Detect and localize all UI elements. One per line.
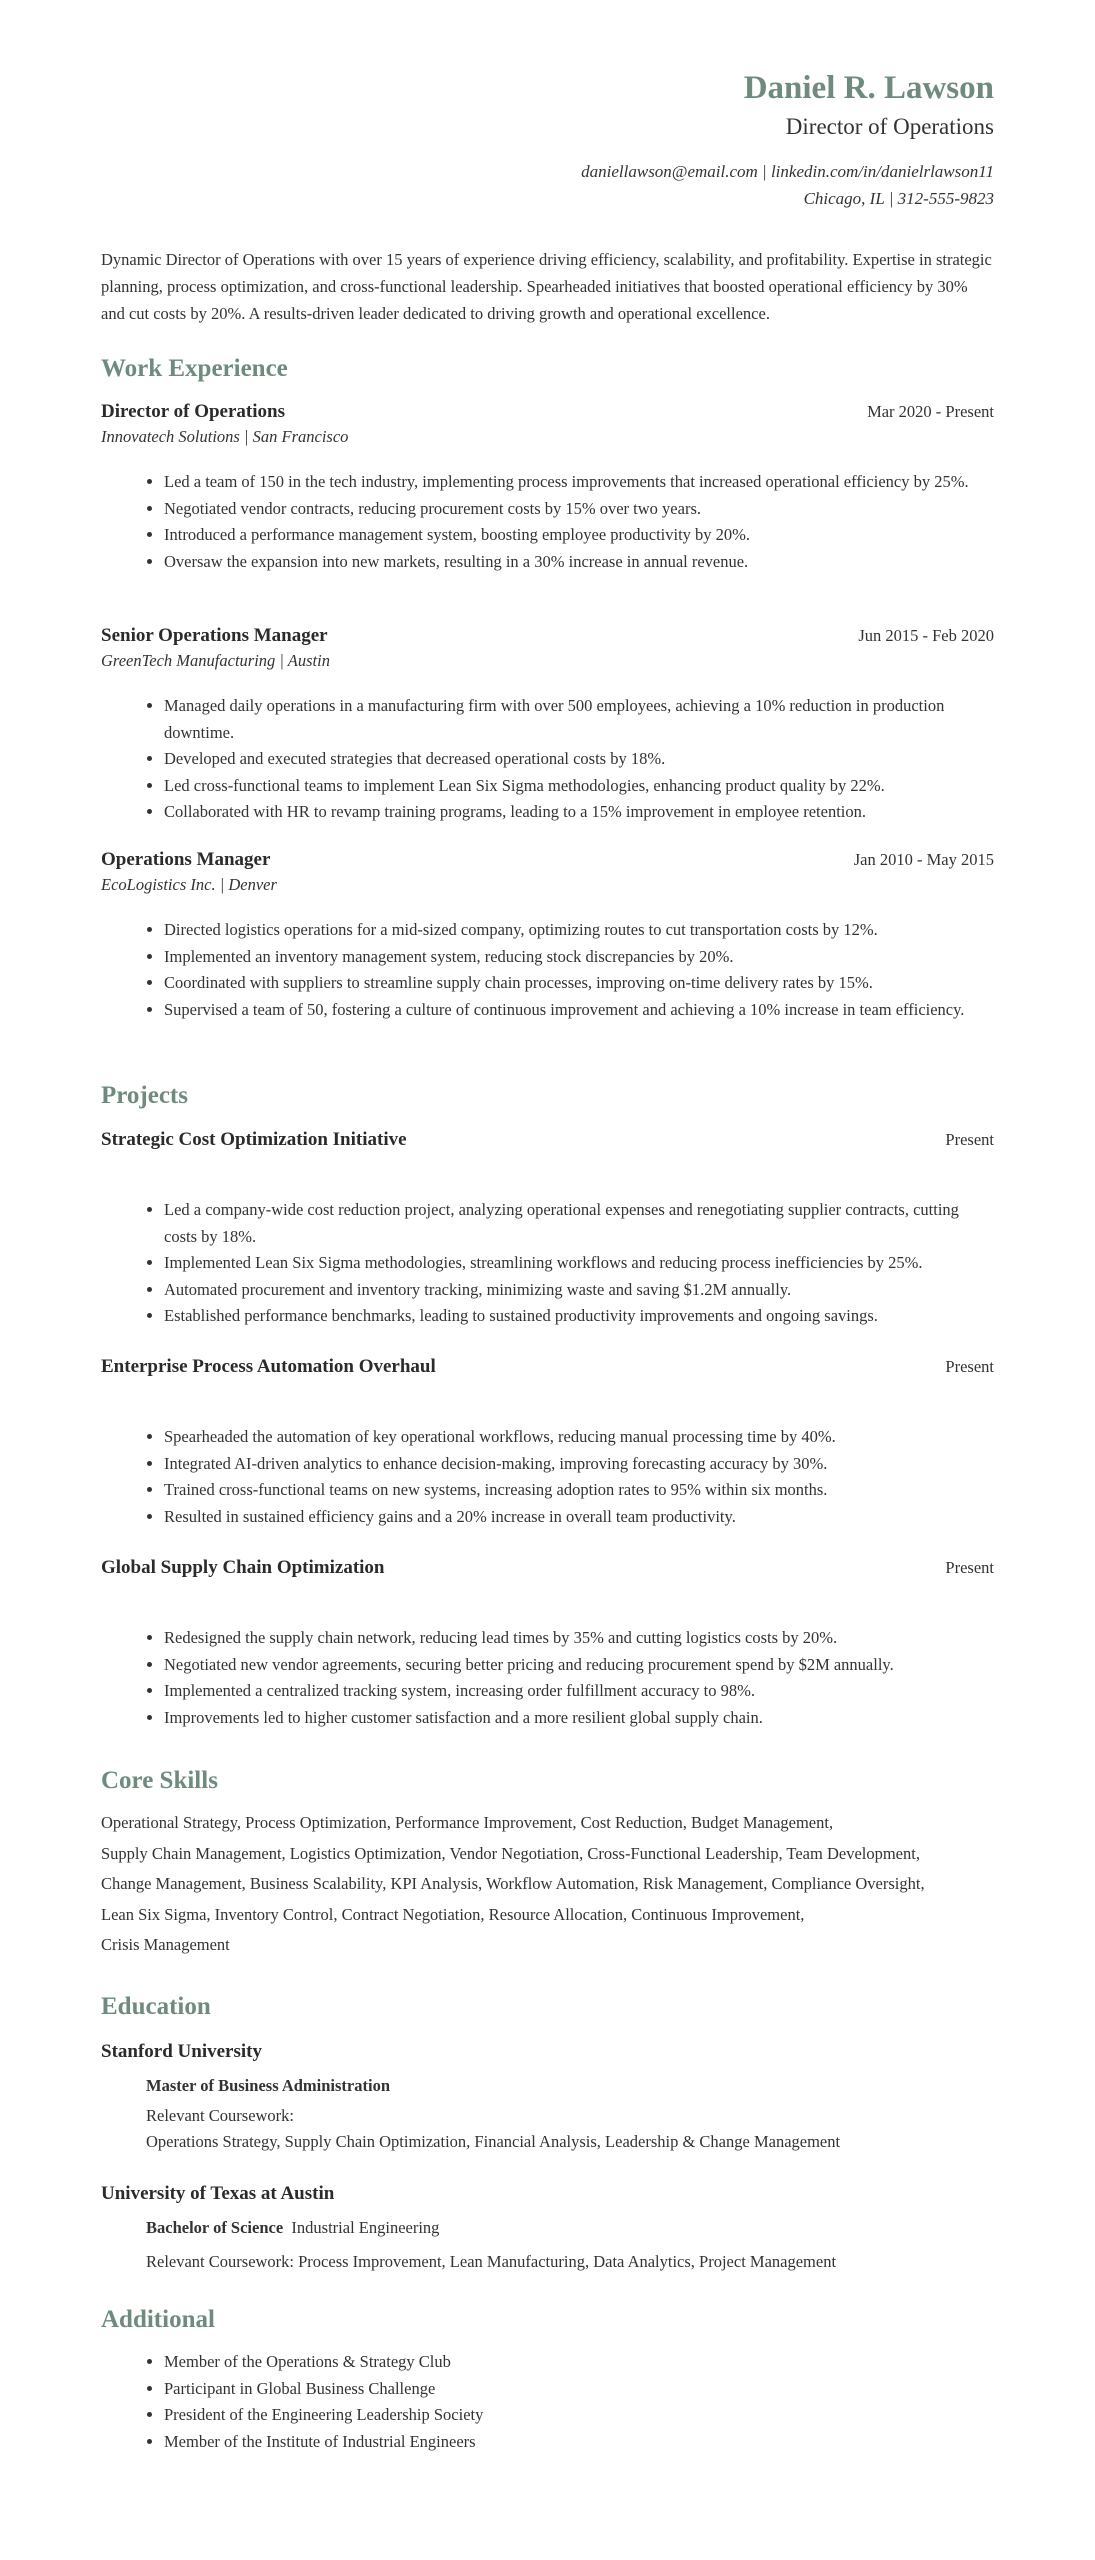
contact-line-email-linkedin: daniellawson@email.com | linkedin.com/in/danielrlawson11: [581, 162, 994, 181]
skills-line: Change Management, Business Scalability, KPI Analysis, Workflow Automation, Risk Management, Compliance Oversight,: [101, 1874, 925, 1893]
list-item: • Member of the Institute of Industrial Engineers: [164, 2429, 994, 2456]
job-bullets: [101, 917, 994, 1023]
list-item: • Improvements led to higher customer satisfaction and a more resilient global supply chain.: [164, 1705, 994, 1732]
list-item: • Integrated AI-driven analytics to enhance decision-making, improving forecasting accuracy by 30%.: [164, 1451, 994, 1478]
education-entry: [101, 2180, 994, 2275]
list-item: • Developed and executed strategies that decreased operational costs by 18%.: [164, 746, 994, 773]
skills-line: Crisis Management: [101, 1935, 230, 1954]
core-skills-section: [101, 1764, 994, 1961]
list-item: • Trained cross-functional teams on new systems, increasing adoption rates to 95% within six months.: [164, 1477, 994, 1504]
list-item: • Led cross-functional teams to implement Lean Six Sigma methodologies, enhancing product quality by 22%.: [164, 773, 994, 800]
coursework-label: Relevant Coursework:: [146, 2106, 295, 2125]
job-date: Jan 2010 - May 2015: [853, 850, 994, 869]
skills-list: [101, 1808, 994, 1961]
education-section: [101, 1990, 994, 2024]
list-item: • Led a company-wide cost reduction project, analyzing operational expenses and renegotiating supplier contracts, cutting costs by 18%.: [164, 1197, 994, 1250]
project-entry: [101, 1554, 994, 1731]
coursework-list: Relevant Coursework: Process Improvement, Lean Manufacturing, Data Analytics, Project Management: [146, 2252, 837, 2271]
job-company: Innovatech Solutions | San Francisco: [101, 427, 349, 446]
project-title: Strategic Cost Optimization Initiative: [101, 1129, 407, 1150]
section-title-skills: Core Skills: [101, 1767, 218, 1794]
degree-name: Bachelor of Science: [146, 2218, 284, 2237]
degree-major: Industrial Engineering: [291, 2218, 440, 2237]
degree-details: [101, 2073, 994, 2155]
coursework-list: Operations Strategy, Supply Chain Optimization, Financial Analysis, Leadership & Change Management: [146, 2132, 841, 2151]
degree-details: [101, 2215, 994, 2275]
list-item: • Supervised a team of 50, fostering a culture of continuous improvement and achieving a 10% increase in team efficiency.: [164, 997, 994, 1024]
list-item: • Implemented a centralized tracking system, increasing order fulfillment accuracy to 98%.: [164, 1678, 994, 1705]
list-item: • Led a team of 150 in the tech industry, implementing process improvements that increased operational efficiency by 25%.: [164, 469, 994, 496]
project-bullets: [101, 1424, 994, 1530]
list-item: • Negotiated vendor contracts, reducing procurement costs by 15% over two years.: [164, 496, 994, 523]
job-entry: [101, 622, 994, 826]
list-item: • Implemented Lean Six Sigma methodologies, streamlining workflows and reducing process inefficiencies by 25%.: [164, 1250, 994, 1277]
resume-header: [101, 0, 994, 212]
list-item: • Managed daily operations in a manufacturing firm with over 500 employees, achieving a 10% reduction in production downtime.: [164, 693, 994, 746]
job-title: Director of Operations: [101, 401, 285, 422]
project-bullets: [101, 1197, 994, 1330]
section-title-additional: Additional: [101, 2306, 215, 2333]
project-date: Present: [945, 1357, 994, 1376]
project-bullets: [101, 1625, 994, 1731]
job-date: Jun 2015 - Feb 2020: [858, 626, 994, 645]
job-bullets: [101, 693, 994, 826]
skills-line: Supply Chain Management, Logistics Optimization, Vendor Negotiation, Cross-Functional Leadership, Team Development,: [101, 1843, 920, 1863]
project-title: Enterprise Process Automation Overhaul: [101, 1356, 436, 1377]
job-company: GreenTech Manufacturing | Austin: [101, 651, 330, 670]
school-name: Stanford University: [101, 2041, 262, 2062]
skills-line: Lean Six Sigma, Inventory Control, Contract Negotiation, Resource Allocation, Continuous Improvement,: [101, 1904, 805, 1924]
list-item: • Redesigned the supply chain network, reducing lead times by 35% and cutting logistics costs by 20%.: [164, 1625, 994, 1652]
job-entry: [101, 398, 994, 575]
list-item: • Member of the Operations & Strategy Club: [164, 2349, 994, 2376]
list-item: • Negotiated new vendor agreements, securing better pricing and reducing procurement spend by $2M annually.: [164, 1652, 994, 1679]
job-bullets: [101, 469, 994, 575]
section-title-education: Education: [101, 1993, 211, 2020]
additional-section: [101, 2303, 994, 2455]
job-entry: [101, 846, 994, 1023]
additional-list: [101, 2349, 994, 2455]
candidate-name: Daniel R. Lawson: [743, 70, 994, 106]
job-company: EcoLogistics Inc. | Denver: [101, 875, 277, 894]
list-item: • Oversaw the expansion into new markets, resulting in a 30% increase in annual revenue.: [164, 549, 994, 576]
projects-section: [101, 1079, 994, 1113]
list-item: • President of the Engineering Leadership Society: [164, 2402, 994, 2429]
skills-line: Operational Strategy, Process Optimization, Performance Improvement, Cost Reduction, Budget Management,: [101, 1813, 834, 1832]
project-entry: [101, 1126, 994, 1330]
list-item: • Established performance benchmarks, leading to sustained productivity improvements and ongoing savings.: [164, 1303, 994, 1330]
degree-name: Master of Business Administration: [146, 2076, 391, 2095]
job-date: Mar 2020 - Present: [867, 402, 994, 421]
project-date: Present: [945, 1558, 994, 1577]
job-title: Senior Operations Manager: [101, 625, 328, 646]
professional-summary: Dynamic Director of Operations with over 15 years of experience driving efficiency, scalability, and profitability. Expertise in strategic planning, process optimization, and cross-functional leadership. Spearheaded initiatives that boosted operational efficiency by 30% and cut costs by 20%. A results-driven leader dedicated to driving growth and operational excellence.: [101, 250, 992, 323]
list-item: • Implemented an inventory management system, reducing stock discrepancies by 20%.: [164, 944, 994, 971]
project-entry: [101, 1353, 994, 1530]
section-title-projects: Projects: [101, 1082, 188, 1109]
contact-line-location-phone: Chicago, IL | 312-555-9823: [803, 189, 994, 208]
project-date: Present: [945, 1130, 994, 1149]
list-item: • Collaborated with HR to revamp training programs, leading to a 15% improvement in employee retention.: [164, 799, 994, 826]
list-item: • Automated procurement and inventory tracking, minimizing waste and saving $1.2M annually.: [164, 1277, 994, 1304]
list-item: • Directed logistics operations for a mid-sized company, optimizing routes to cut transportation costs by 12%.: [164, 917, 994, 944]
work-experience-section: [101, 352, 994, 386]
section-title-work: Work Experience: [101, 355, 288, 382]
list-item: • Participant in Global Business Challenge: [164, 2376, 994, 2403]
candidate-role: Director of Operations: [785, 114, 994, 139]
education-entry: [101, 2038, 994, 2155]
list-item: • Coordinated with suppliers to streamline supply chain processes, improving on-time delivery rates by 15%.: [164, 970, 994, 997]
list-item: • Introduced a performance management system, boosting employee productivity by 20%.: [164, 522, 994, 549]
degree-line: [146, 2215, 994, 2241]
list-item: • Spearheaded the automation of key operational workflows, reducing manual processing time by 40%.: [164, 1424, 994, 1451]
job-title: Operations Manager: [101, 849, 271, 870]
list-item: • Resulted in sustained efficiency gains and a 20% increase in overall team productivity.: [164, 1504, 994, 1531]
project-title: Global Supply Chain Optimization: [101, 1557, 385, 1578]
school-name: University of Texas at Austin: [101, 2183, 335, 2204]
